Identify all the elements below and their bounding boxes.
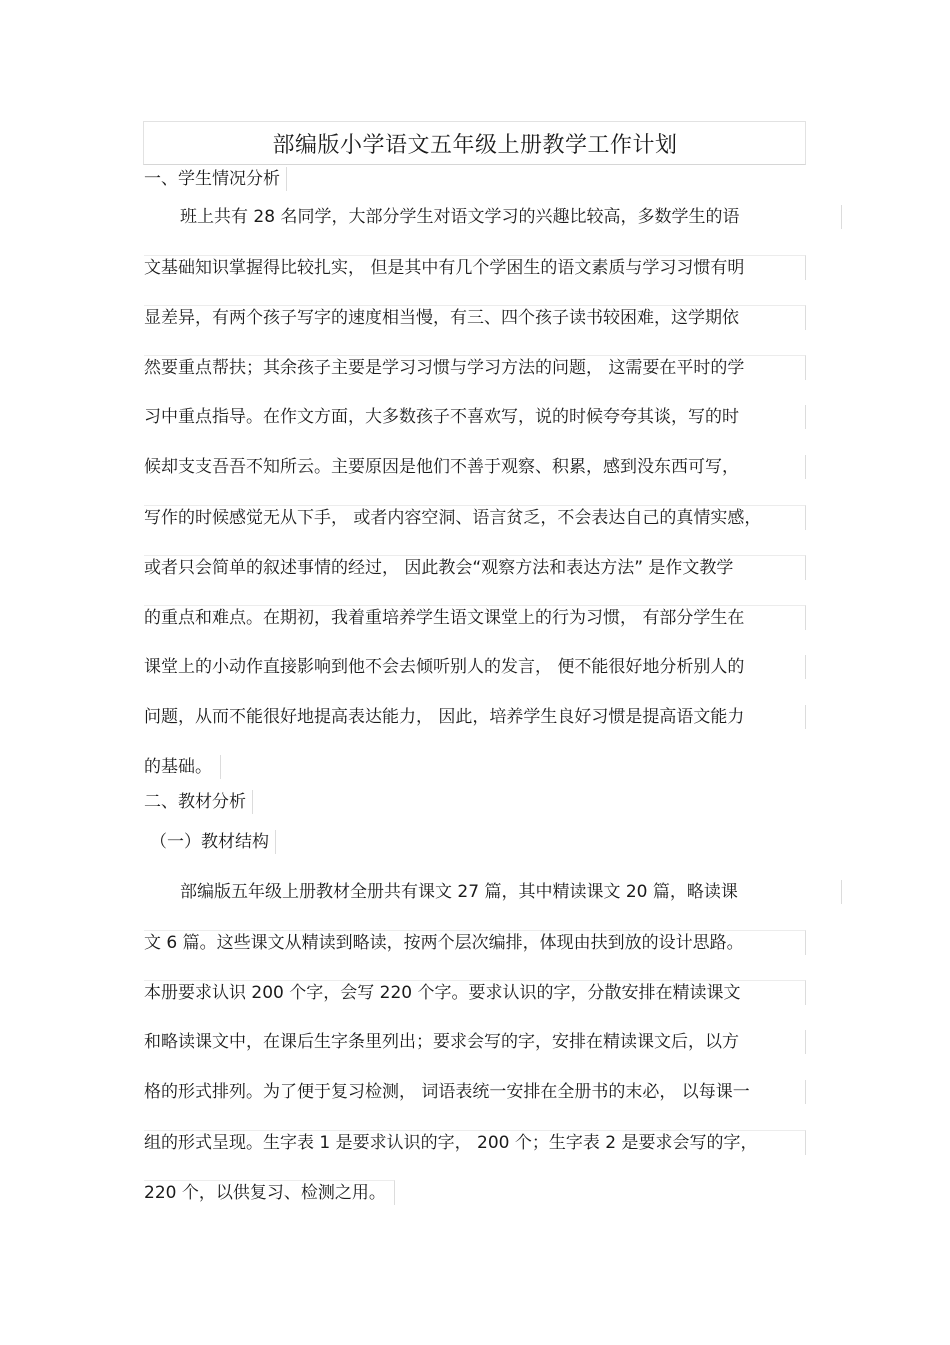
paragraph-line: 文 6 篇。这些课文从精读到略读，按两个层次编排，体现由扶到放的设计思路。	[144, 930, 806, 955]
paragraph-line: 的基础。	[144, 755, 221, 779]
subsection-heading-textbook-structure: （一）教材结构	[150, 830, 276, 854]
paragraph-line: 本册要求认识 200 个字，会写 220 个字。要求认识的字，分散安排在精读课文	[144, 980, 806, 1005]
paragraph-line: 组的形式呈现。生字表 1 是要求认识的字， 200 个；生字表 2 是要求会写的字，	[144, 1130, 806, 1155]
paragraph-line: 习中重点指导。在作文方面，大多数孩子不喜欢写，说的时候夸夸其谈，写的时	[144, 405, 806, 429]
paragraph-line: 班上共有 28 名同学，大部分学生对语文学习的兴趣比较高，多数学生的语	[144, 205, 842, 229]
paragraph-line: 然要重点帮扶；其余孩子主要是学习习惯与学习方法的问题， 这需要在平时的学	[144, 355, 806, 380]
section-heading-textbook-analysis: 二、教材分析	[144, 790, 253, 814]
paragraph-line: 写作的时候感觉无从下手， 或者内容空洞、语言贫乏，不会表达自己的真情实感，	[144, 505, 806, 530]
paragraph-line: 候却支支吾吾不知所云。主要原因是他们不善于观察、积累，感到没东西可写，	[144, 455, 806, 479]
paragraph-line: 部编版五年级上册教材全册共有课文 27 篇，其中精读课文 20 篇，略读课	[144, 880, 842, 904]
paragraph-line: 和略读课文中，在课后生字条里列出；要求会写的字，安排在精读课文后，以方	[144, 1030, 806, 1054]
paragraph-line: 的重点和难点。在期初，我着重培养学生语文课堂上的行为习惯， 有部分学生在	[144, 605, 806, 630]
paragraph-line: 格的形式排列。为了便于复习检测， 词语表统一安排在全册书的末必， 以每课一	[144, 1080, 806, 1104]
paragraph-line: 220 个，以供复习、检测之用。	[144, 1180, 395, 1205]
paragraph-line: 课堂上的小动作直接影响到他不会去倾听别人的发言， 便不能很好地分析别人的	[144, 655, 806, 679]
paragraph-line: 问题，从而不能很好地提高表达能力， 因此，培养学生良好习惯是提高语文能力	[144, 705, 806, 729]
paragraph-line: 或者只会简单的叙述事情的经过， 因此教会“观察方法和表达方法” 是作文教学	[144, 555, 806, 580]
document-title: 部编版小学语文五年级上册教学工作计划	[272, 133, 678, 158]
section-heading-student-analysis: 一、学生情况分析	[144, 167, 287, 191]
paragraph-line: 文基础知识掌握得比较扎实， 但是其中有几个学困生的语文素质与学习习惯有明	[144, 255, 806, 280]
paragraph-line: 显差异，有两个孩子写字的速度相当慢，有三、四个孩子读书较困难，这学期依	[144, 305, 806, 330]
